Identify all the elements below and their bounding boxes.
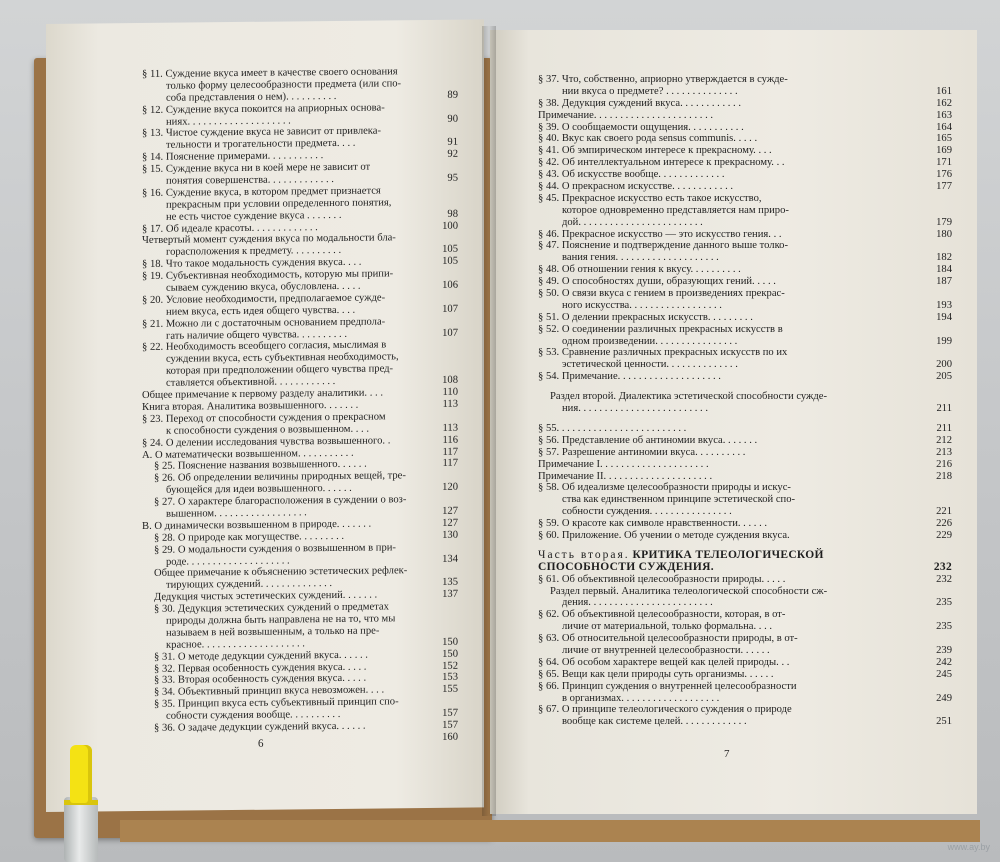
toc-entry-page: 235: [936, 621, 952, 633]
toc-entry: [538, 716, 952, 728]
toc-entry: [538, 669, 952, 681]
toc-entry-page: 98: [447, 208, 458, 220]
toc-entry-page: 211: [936, 403, 952, 415]
toc-entry-text: § 16. Суждение вкуса, в котором предмет признается: [142, 185, 381, 199]
toc-entry: [538, 229, 952, 241]
toc-entry-page: 152: [442, 660, 458, 672]
toc-entry-page: 229: [936, 529, 952, 541]
toc-entry-page: 211: [936, 422, 952, 434]
toc-entry-page: 162: [936, 97, 952, 109]
toc-entry-text: Раздел второй. Диалектика эстетической способности сужде-: [550, 391, 827, 403]
toc-entry-page: 105: [442, 255, 458, 268]
toc-entry-text: вышенном. . . . . . . . . . . . . . . . . .: [166, 507, 307, 520]
toc-entry-text: ния. . . . . . . . . . . . . . . . . . . . . . . . .: [562, 403, 708, 415]
toc-entry-text: одном произведении. . . . . . . . . . . . . . . .: [562, 335, 738, 347]
toc-entry-page: 95: [447, 172, 458, 184]
toc-entry-text: § 27. О характере благорасположения в суждении о воз-: [154, 494, 407, 508]
toc-entry-text: § 51. О делении прекрасных искусств. . . . . . . . .: [538, 311, 753, 323]
toc-entry-text: § 20. Условие необходимости, предполагаемое сужде-: [142, 292, 386, 306]
toc-entry-text: § 37. Что, собственно, априорно утверждается в сужде-: [538, 74, 788, 85]
toc-entry-text: Примечание. . . . . . . . . . . . . . . . . . . . . . .: [538, 109, 714, 121]
toc-entry-page: 213: [936, 446, 952, 458]
toc-entry: [538, 74, 952, 86]
toc-entry-text: А. О математически возвышенном. . . . . . . . . . .: [142, 447, 354, 461]
toc-entry-text: дения. . . . . . . . . . . . . . . . . . . . . . . .: [562, 597, 713, 609]
toc-entry-text: ставляется объективной. . . . . . . . . . . .: [166, 376, 336, 389]
toc-entry-text: § 32. Первая особенность суждения вкуса. . . . .: [154, 661, 367, 675]
toc-entry-page: 171: [936, 157, 952, 169]
toc-entry-page: 153: [442, 672, 458, 684]
marker-body: [64, 797, 98, 862]
toc-entry-page: 150: [442, 636, 458, 648]
toc-entry: [538, 217, 952, 229]
toc-entry: [538, 240, 952, 252]
toc-entry-text: § 43. Об искусстве вообще. . . . . . . . . . . . .: [538, 169, 725, 181]
toc-entry: [538, 435, 952, 447]
toc-entry: [538, 506, 952, 518]
book-gutter: [482, 26, 496, 816]
toc-entry: [538, 86, 952, 98]
right-toc: [538, 74, 952, 728]
toc-entry-text: личие от внутренней целесообразности. . . . . .: [562, 644, 770, 656]
toc-entry-page: 161: [936, 85, 952, 97]
toc-entry-text: горасположения к предмету. . . . . . . . . .: [166, 245, 342, 259]
toc-entry-text: § 46. Прекрасное искусство — это искусство гения. . .: [538, 228, 782, 240]
toc-entry-page: 249: [936, 692, 952, 704]
toc-entry-text: § 17. Об идеале красоты. . . . . . . . . . . . .: [142, 221, 318, 235]
toc-entry-page: 221: [936, 506, 952, 518]
toc-entry-text: § 22. Необходимость всеобщего согласия, мыслимая в: [142, 339, 387, 354]
toc-entry-text: § 61. Об объективной целесообразности природы. . . . .: [538, 573, 786, 585]
toc-entry: [538, 347, 952, 359]
toc-entry-page: 216: [936, 458, 952, 470]
watermark: www.ay.by: [947, 842, 990, 852]
toc-entry-page: 232: [936, 573, 952, 585]
toc-entry: [538, 300, 952, 312]
toc-entry: [538, 193, 952, 205]
toc-entry: [538, 371, 952, 383]
toc-entry-text: § 40. Вкус как своего рода sensus communis. . . . .: [538, 133, 758, 145]
right-toc-part-one: [538, 74, 952, 550]
toc-entry-text: эстетической ценности. . . . . . . . . . . . . .: [562, 359, 738, 371]
toc-entry-page: 157: [442, 707, 458, 719]
toc-entry: [538, 324, 952, 336]
toc-entry: [538, 423, 952, 435]
toc-entry-page: 135: [442, 576, 458, 589]
toc-entry-text: суждении вкуса, есть субъективная необходимость,: [166, 351, 399, 366]
toc-entry-text: § 60. Приложение. Об учении о методе суждения вкуса.: [538, 529, 790, 541]
toc-entry-text: нии вкуса о предмете? . . . . . . . . . . . . . .: [562, 85, 738, 97]
toc-entry: [538, 264, 952, 276]
toc-entry-page: 242: [936, 656, 952, 668]
part-heading-title-2: СПОСОБНОСТИ СУЖДЕНИЯ.: [538, 560, 714, 573]
toc-entry-text: § 28. О природе как могуществе. . . . . . . . .: [154, 530, 345, 544]
toc-entry-text: § 29. О модальности суждения о возвышенном в при-: [154, 541, 396, 556]
toc-entry: [538, 181, 952, 193]
toc-entry-text: § 35. Принцип вкуса есть субъективный принцип спо-: [154, 696, 399, 711]
toc-entry-text: § 57. Разрешение антиномии вкуса. . . . . . . . . .: [538, 446, 746, 458]
toc-entry: [538, 276, 952, 288]
toc-entry-text: тирующих суждений. . . . . . . . . . . . . .: [166, 578, 333, 592]
toc-entry-text: § 53. Сравнение различных прекрасных искусств по их: [538, 347, 788, 359]
toc-entry-text: § 65. Вещи как цели природы суть организмы. . . . . .: [538, 668, 774, 680]
toc-entry-text: В. О динамически возвышенном в природе. . . . . . .: [142, 518, 372, 532]
toc-entry-text: § 66. Принцип суждения о внутренней целесообразности: [538, 680, 797, 692]
toc-entry: [538, 169, 952, 181]
toc-entry: [538, 574, 952, 586]
toc-entry: [538, 133, 952, 145]
toc-entry-page: 177: [936, 181, 952, 193]
toc-entry-text: в организмах. . . . . . . . . . . . . . . . . . .: [562, 692, 720, 704]
toc-entry: [538, 530, 952, 542]
toc-entry-page: 127: [442, 517, 458, 529]
toc-entry: [538, 157, 952, 169]
toc-entry-page: 193: [936, 299, 952, 311]
toc-entry-page: 89: [447, 89, 458, 101]
toc-entry: [538, 288, 952, 300]
toc-entry-page: 182: [936, 252, 952, 264]
book-cover-edge: [120, 820, 980, 842]
toc-entry-page: 107: [442, 327, 458, 339]
toc-entry-text: тельности и трогательности предмета. . . .: [166, 138, 356, 152]
toc-entry: [538, 359, 952, 371]
toc-entry-text: ниях. . . . . . . . . . . . . . . . . . . .: [166, 114, 291, 128]
toc-entry-text: § 34. Объективный принцип вкуса невозможен. . . .: [154, 684, 385, 699]
toc-entry-text: не есть чистое суждение вкуса . . . . . . .: [166, 209, 342, 223]
toc-entry: [538, 621, 952, 633]
toc-entry-text: § 58. Об идеализме целесообразности природы и искус-: [538, 482, 791, 494]
toc-entry-text: § 49. О способностях души, образующих гений. . . . .: [538, 276, 776, 288]
toc-entry-text: нием вкуса, есть идея общего чувства. . . .: [166, 304, 356, 318]
toc-entry-text: Общее примечание к объяснению эстетических рефлек-: [154, 565, 408, 580]
toc-entry-text: § 26. Об определении величины природных вещей, тре-: [154, 470, 406, 485]
toc-entry-page: 108: [442, 374, 458, 387]
toc-entry: [538, 205, 952, 217]
toc-entry-page: 117: [442, 458, 458, 470]
toc-entry: [538, 657, 952, 669]
toc-entry-page: 90: [447, 113, 458, 125]
toc-entry-page: 239: [936, 644, 952, 656]
toc-entry-text: § 41. Об эмпирическом интересе к прекрасному. . . .: [538, 145, 772, 157]
toc-entry: [538, 252, 952, 264]
toc-entry-page: 226: [936, 518, 952, 530]
toc-entry-page: 199: [936, 335, 952, 347]
toc-entry-text: § 55. . . . . . . . . . . . . . . . . . . . . . . . .: [538, 422, 687, 434]
toc-entry-page: 100: [442, 220, 458, 232]
toc-entry-text: § 25. Пояснение названия возвышенного. . . . . .: [154, 459, 367, 473]
part-heading-label: Часть вторая.: [538, 548, 630, 561]
toc-entry: [538, 704, 952, 716]
toc-entry: [538, 145, 952, 157]
toc-entry: [538, 482, 952, 494]
toc-entry-text: личие от материальной, только формальна. . . .: [562, 621, 773, 633]
toc-entry: [538, 597, 952, 609]
toc-entry-text: соба представления о нем). . . . . . . . . .: [166, 90, 337, 104]
toc-entry-text: § 64. Об особом характере вещей как целей природы. . .: [538, 656, 790, 668]
toc-entry-page: 120: [442, 481, 458, 494]
toc-entry-text: § 21. Можно ли с достаточным основанием предпола-: [142, 316, 386, 330]
toc-entry-text: Четвертый момент суждения вкуса по модальности бла-: [142, 232, 396, 247]
toc-entry-text: § 23. Переход от способности суждения о прекрасном: [142, 411, 386, 425]
right-page-number: 7: [724, 748, 730, 760]
toc-entry-text: § 62. Об объективной целесообразности, которая, в от-: [538, 609, 786, 621]
toc-entry-text: сываем суждению вкуса, обусловлена. . . . .: [166, 280, 361, 294]
part-heading-title: КРИТИКА ТЕЛЕОЛОГИЧЕСКОЙ: [632, 548, 824, 561]
toc-entry-text: § 14. Пояснение примерами. . . . . . . . . . .: [142, 150, 324, 164]
toc-entry-text: § 19. Субъективная необходимость, которую мы припи-: [142, 268, 394, 283]
toc-entry-text: § 44. О прекрасном искусстве. . . . . . . . . . . .: [538, 181, 734, 193]
toc-entry-text: Примечание I. . . . . . . . . . . . . . . . . . . . .: [538, 458, 709, 470]
toc-entry-text: § 31. О методе дедукции суждений вкуса. . . . . .: [154, 649, 368, 663]
toc-entry-text: которое одновременно представляется нам приро-: [562, 204, 789, 216]
toc-entry-text: § 39. О сообщаемости ощущения. . . . . . . . . . .: [538, 121, 744, 133]
toc-entry-text: § 54. Примечание. . . . . . . . . . . . . . . . . . . .: [538, 371, 721, 383]
toc-entry-text: собности суждения. . . . . . . . . . . . . . . .: [562, 506, 732, 518]
toc-entry-page: 127: [442, 505, 458, 517]
toc-entry-text: § 42. Об интеллектуальном интересе к прекрасному. . .: [538, 157, 785, 169]
toc-entry-text: Примечание II. . . . . . . . . . . . . . . . . . . . .: [538, 470, 713, 482]
right-toc-part-two: [538, 574, 952, 729]
toc-entry-page: 251: [936, 716, 952, 728]
toc-entry-page: 184: [936, 264, 952, 276]
left-page-number: 6: [258, 737, 264, 750]
highlighter-marker: [60, 745, 102, 862]
toc-entry: [538, 122, 952, 134]
toc-entry-text: понятия совершенства. . . . . . . . . . . . .: [166, 174, 334, 187]
toc-entry-page: 164: [936, 121, 952, 133]
right-page: [490, 30, 977, 814]
toc-entry: [538, 645, 952, 657]
toc-entry-page: 245: [936, 668, 952, 680]
toc-entry-page: 113: [442, 398, 458, 410]
toc-entry: [538, 633, 952, 645]
toc-entry: [538, 586, 952, 598]
toc-entry-text: собности суждения вообще. . . . . . . . . .: [166, 709, 341, 722]
toc-entry-text: вообще как системе целей. . . . . . . . . . . . .: [562, 716, 747, 728]
toc-entry-page: 137: [442, 588, 458, 601]
toc-entry-text: § 56. Представление об антиномии вкуса. . . . . . .: [538, 434, 758, 446]
toc-entry-text: § 18. Что такое модальность суждения вкуса. . . .: [142, 256, 362, 271]
toc-entry-text: гать наличие общего чувства. . . . . . . . . .: [166, 328, 348, 342]
toc-entry-page: 194: [936, 311, 952, 323]
toc-entry-page: 180: [936, 228, 952, 240]
toc-entry-text: § 52. О соединении различных прекрасных искусств в: [538, 323, 783, 335]
toc-entry: [538, 609, 952, 621]
toc-entry: [538, 681, 952, 693]
toc-entry-text: Дедукция чистых эстетических суждений. . . . . . .: [154, 589, 378, 604]
toc-entry-text: § 33. Вторая особенность суждения вкуса. . . . .: [154, 673, 367, 687]
toc-entry-page: 176: [936, 169, 952, 181]
toc-entry: [538, 336, 952, 348]
toc-entry: [538, 312, 952, 324]
toc-entry-page: 92: [447, 148, 458, 161]
toc-entry: [538, 415, 952, 423]
toc-entry-page: 107: [442, 303, 458, 315]
toc-entry-page: 163: [936, 109, 952, 121]
toc-entry-text: прекрасным при условии определенного понятия,: [166, 197, 392, 211]
toc-entry-text: только форму целесообразности предмета (или спо-: [166, 78, 402, 92]
toc-entry: [538, 693, 952, 705]
toc-entry: [538, 518, 952, 530]
toc-entry-text: бующейся для идеи возвышенного. . . . . .: [166, 482, 352, 496]
toc-entry-text: к способности суждения о возвышенном. . . .: [166, 423, 369, 437]
toc-entry: [538, 471, 952, 483]
toc-entry-text: ства как единственном принципе эстетической спо-: [562, 494, 796, 506]
part-heading: [538, 550, 952, 562]
toc-entry-text: § 38. Дедукция суждений вкуса. . . . . . . . . . . .: [538, 97, 741, 109]
toc-entry-text: § 47. Пояснение и подтверждение данного выше толко-: [538, 240, 789, 252]
toc-entry-text: Книга вторая. Аналитика возвышенного. . . . . . .: [142, 399, 359, 413]
toc-entry: [538, 447, 952, 459]
toc-entry-text: § 13. Чистое суждение вкуса не зависит от привлека-: [142, 125, 382, 140]
toc-entry-page: 105: [442, 244, 458, 256]
part-heading-line2: [538, 562, 952, 574]
left-page: [46, 19, 484, 812]
marker-cap: [70, 745, 92, 803]
toc-entry-text: § 48. Об отношении гения к вкусу. . . . . . . . . .: [538, 264, 741, 276]
toc-entry-page: 150: [442, 648, 458, 660]
toc-entry-text: вания гения. . . . . . . . . . . . . . . . . . . .: [562, 252, 719, 264]
toc-entry-text: § 11. Суждение вкуса имеет в качестве своего основания: [142, 66, 398, 80]
toc-entry-page: 169: [936, 145, 952, 157]
toc-entry-page: 130: [442, 529, 458, 541]
toc-entry-text: ного искусства. . . . . . . . . . . . . . . . . .: [562, 299, 722, 311]
toc-entry-text: которая при предположении общего чувства пред-: [166, 363, 394, 378]
toc-entry-page: 134: [442, 553, 458, 565]
toc-entry-text: Общее примечание к первому разделу аналитики. . . .: [142, 387, 383, 402]
toc-entry-text: § 59. О красоте как символе нравственности. . . . . .: [538, 518, 768, 530]
toc-entry: [538, 98, 952, 110]
toc-entry-text: § 30. Дедукция эстетических суждений о предметах: [154, 601, 389, 615]
toc-entry-page: 179: [936, 216, 952, 228]
toc-entry: [538, 383, 952, 391]
toc-entry-page: 117: [442, 446, 458, 458]
toc-entry-text: § 50. О связи вкуса с гением в произведениях прекрас-: [538, 288, 785, 300]
toc-entry-text: § 36. О задаче дедукции суждений вкуса. . . . . .: [154, 720, 366, 734]
toc-entry: [538, 110, 952, 122]
toc-entry-page: 157: [442, 719, 458, 731]
toc-entry-page: 187: [936, 276, 952, 288]
part-heading-page: 232: [933, 560, 952, 573]
toc-entry-text: природы должна быть направлена не на то, что мы: [166, 613, 396, 627]
toc-entry-page: 200: [936, 359, 952, 371]
toc-entry-page: 91: [447, 137, 458, 149]
toc-entry-text: называем в ней возвышенным, а только на пре-: [166, 625, 380, 639]
toc-entry: [142, 732, 458, 747]
toc-entry-text: дой. . . . . . . . . . . . . . . . . . . . . . . .: [562, 216, 703, 228]
toc-entry: [538, 459, 952, 471]
toc-entry-page: 110: [442, 386, 458, 398]
toc-entry: [538, 403, 952, 415]
toc-entry-page: 212: [936, 434, 952, 446]
toc-entry-page: 155: [442, 683, 458, 696]
toc-entry-page: 106: [442, 279, 458, 291]
toc-entry-text: § 63. Об относительной целесообразности природы, в от-: [538, 633, 798, 645]
toc-entry: [538, 494, 952, 506]
toc-entry-text: роде. . . . . . . . . . . . . . . . . . . .: [166, 554, 290, 568]
toc-entry-text: § 12. Суждение вкуса покоится на априорных основа-: [142, 102, 385, 116]
toc-entry-page: 116: [442, 434, 458, 446]
toc-entry-text: красное. . . . . . . . . . . . . . . . . . . .: [166, 638, 305, 651]
toc-entry-text: § 24. О делении исследования чувства возвышенного. .: [142, 435, 391, 449]
toc-entry-text: § 45. Прекрасное искусство есть такое искусство,: [538, 192, 762, 204]
toc-entry-page: 235: [936, 597, 952, 609]
toc-entry-page: 218: [936, 470, 952, 482]
left-toc: [142, 66, 458, 747]
toc-entry: [538, 391, 952, 403]
toc-entry-text: § 15. Суждение вкуса ни в коей мере не зависит от: [142, 161, 371, 176]
toc-entry-page: 165: [936, 133, 952, 145]
toc-entry-page: 113: [442, 422, 458, 434]
toc-entry-text: Раздел первый. Аналитика телеологической способности сж-: [550, 585, 828, 597]
toc-entry-page: 205: [936, 371, 952, 383]
toc-entry-page: 160: [442, 731, 458, 743]
toc-entry-text: § 67. О принципе телеологического суждения о природе: [538, 704, 792, 716]
